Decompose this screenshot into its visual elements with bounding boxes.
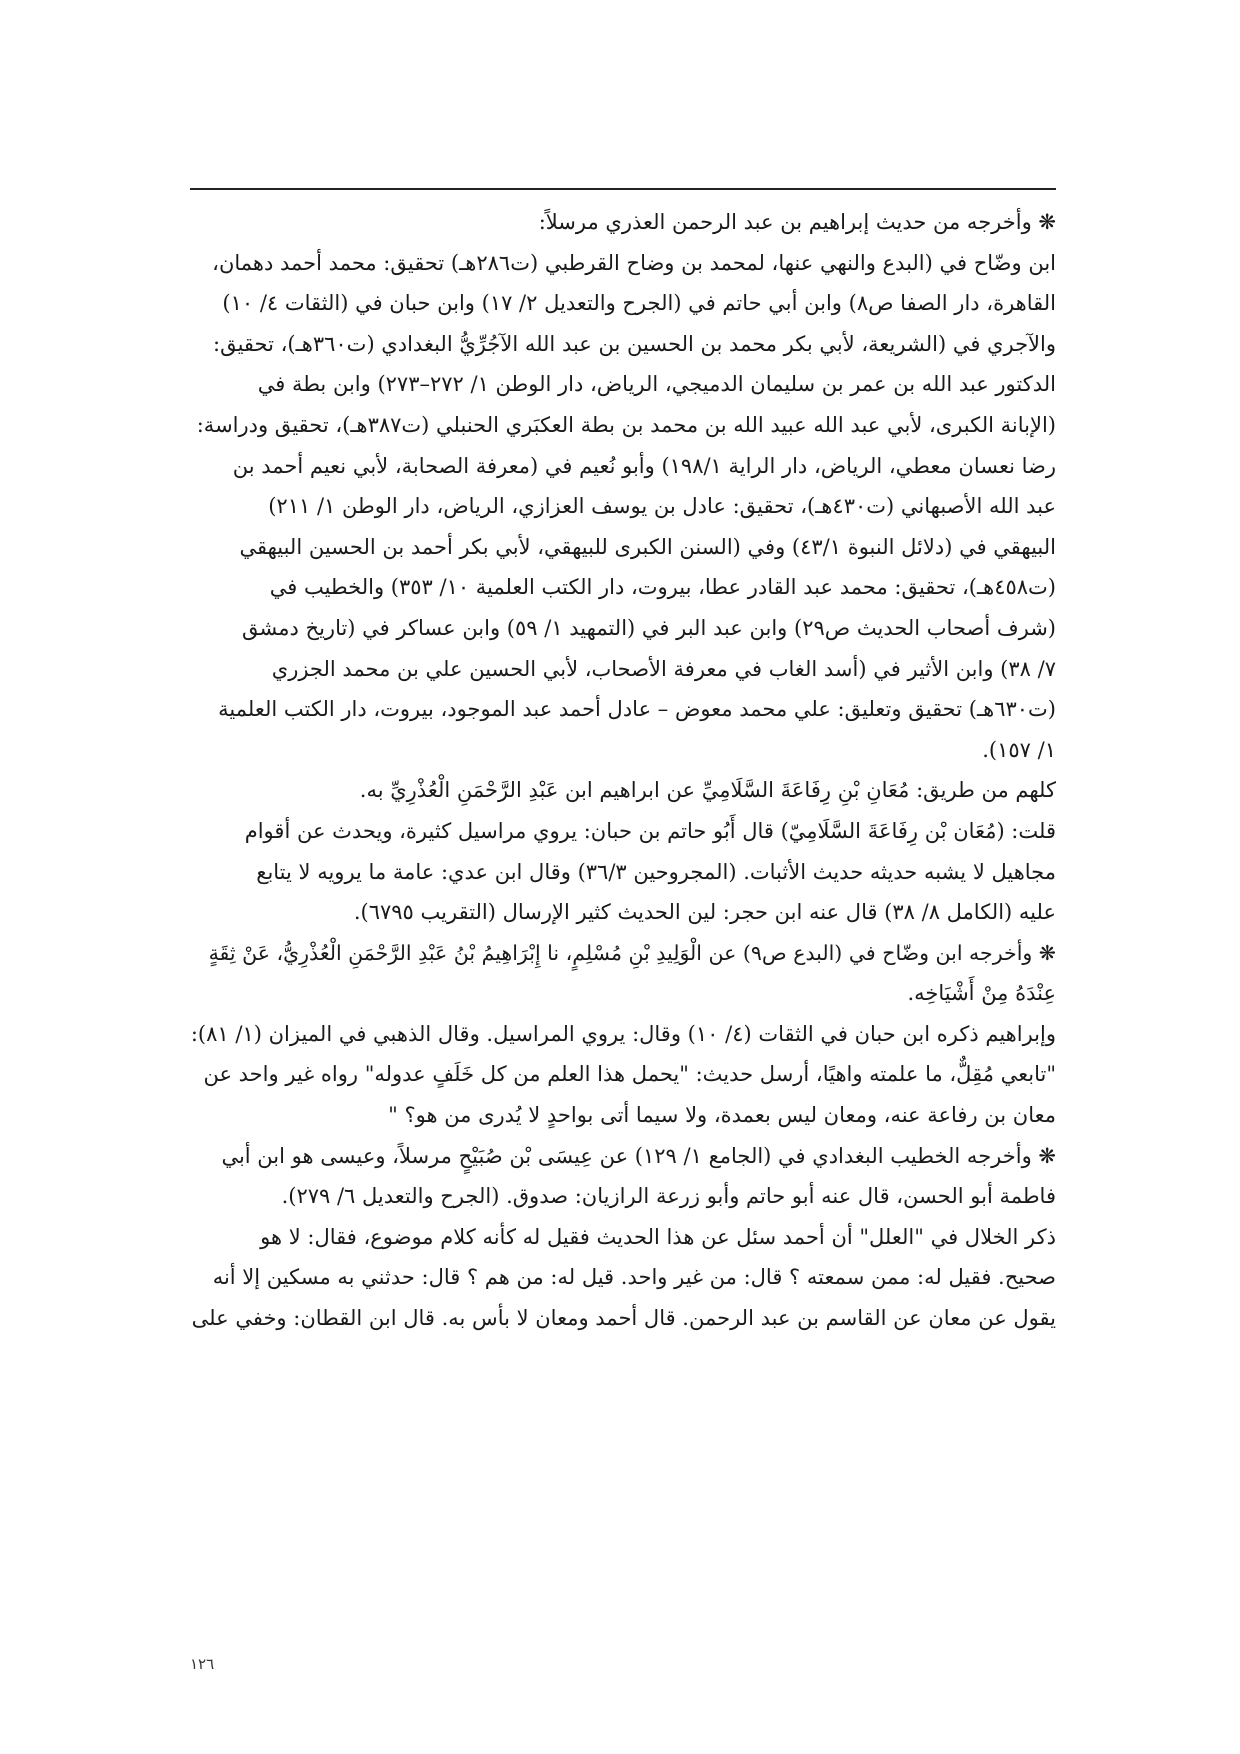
text-line: عِنْدَهُ مِنْ أَشْيَاخِه. [907, 981, 1056, 1006]
text-line: والآجري في (الشريعة، لأبي بكر محمد بن الحسين بن عبد الله الآجُرِّيُّ البغدادي (ت٣٦٠هـ)، تحقيق: [213, 331, 1056, 356]
text-line: ابن وضّاح في (البدع والنهي عنها، لمحمد بن وضاح القرطبي (ت٢٨٦هـ) تحقيق: محمد أحمد دهمان، [212, 250, 1056, 275]
text-line: مجاهيل لا يشبه حديثه حديث الأثبات. (المجروحين ٣٦/٣) وقال ابن عدي: عامة ما يرويه لا يتابع [256, 859, 1056, 884]
paragraph-8 [190, 1217, 1056, 1339]
text-line: ❋ وأخرجه الخطيب البغدادي في (الجامع ١/ ١٢٩) عن عِيسَى بْن صُبَيْحٍ مرسلاً، وعيسى هو ابن أبي [221, 1143, 1056, 1168]
paragraph-4 [190, 811, 1056, 933]
text-line: ❋ وأخرجه ابن وضّاح في (البدع ص٩) عن الْوَلِيدِ بْنِ مُسْلِمٍ، نا إِبْرَاهِيمُ بْنُ عَبْدِ الرَّحْمَنِ الْعُذْرِيُّ، عَنْ ثِقَةٍ [208, 940, 1056, 965]
footnote-separator-rule [190, 188, 1056, 190]
text-line: البيهقي في (دلائل النبوة ٤٣/١) وفي (السنن الكبرى للبيهقي، لأبي بكر أحمد بن الحسين البيهقي [239, 534, 1056, 559]
paragraph-2 [190, 243, 1056, 771]
text-line: ❋ وأخرجه من حديث إبراهيم بن عبد الرحمن العذري مرسلاً: [538, 210, 1056, 234]
text-line: ٧/ ٣٨) وابن الأثير في (أسد الغاب في معرفة الأصحاب، لأبي الحسين علي بن محمد الجزري [271, 656, 1056, 681]
text-line: (الإبانة الكبرى، لأبي عبد الله عبيد الله بن محمد بن بطة العكبَري الحنبلي (ت٣٨٧هـ)، تحقيق ودراسة: [196, 412, 1056, 437]
text-line: صحيح. فقيل له: ممن سمعته ؟ قال: من غير واحد. قيل له: من هم ؟ قال: حدثني به مسكين إلا أنه [212, 1265, 1056, 1290]
text-line: ذكر الخلال في "العلل" أن أحمد سئل عن هذا الحديث فقيل له كأنه كلام موضوع، فقال: لا هو [260, 1224, 1056, 1249]
text-line: وإبراهيم ذكره ابن حبان في الثقات (٤/ ١٠) وقال: يروي المراسيل. وقال الذهبي في الميزان (١/ ٨١): [190, 1021, 1056, 1046]
text-line: عبد الله الأصبهاني (ت٤٣٠هـ)، تحقيق: عادل بن يوسف العزازي، الرياض، دار الوطن ١/ ٢١١) [268, 494, 1056, 519]
text-line: الدكتور عبد الله بن عمر بن سليمان الدميجي، الرياض، دار الوطن ١/ ٢٧٢–٢٧٣) وابن بطة في [257, 372, 1056, 397]
text-line: (شرف أصحاب الحديث ص٢٩) وابن عبد البر في (التمهيد ١/ ٥٩) وابن عساكر في (تاريخ دمشق [242, 615, 1056, 640]
text-line: فاطمة أبو الحسن، قال عنه أبو حاتم وأبو زرعة الرازيان: صدوق. (الجرح والتعديل ٦/ ٢٧٩). [281, 1184, 1056, 1209]
text-line: رضا نعسان معطي، الرياض، دار الراية ١٩٨/١) وأبو نُعيم في (معرفة الصحابة، لأبي نعيم أحمد بن [232, 453, 1056, 478]
text-line: يقول عن معان عن القاسم بن عبد الرحمن. قال أحمد ومعان لا بأس به. قال ابن القطان: وخفي على [191, 1306, 1056, 1331]
text-line: قلت: (مُعَان بْن رِفَاعَةَ السَّلَامِيّ) قال أَبُو حاتم بن حبان: يروي مراسيل كثيرة، ويحدث عن أقوام [244, 818, 1056, 843]
paragraph-7 [190, 1136, 1056, 1217]
text-line: (ت٦٣٠هـ) تحقيق وتعليق: علي محمد معوض – عادل أحمد عبد الموجود، بيروت، دار الكتب العلمية [218, 697, 1056, 722]
text-line: كلهم من طريق: مُعَانِ بْنِ رِفَاعَةَ السَّلَامِيِّ عن ابراهيم ابن عَبْدِ الرَّحْمَنِ الْعُذْرِيِّ به. [359, 778, 1056, 803]
text-line: القاهرة، دار الصفا ص٨) وابن أبي حاتم في (الجرح والتعديل ٢/ ١٧) وابن حبان في (الثقات ٤/ ١٠) [222, 291, 1056, 316]
paragraph-5 [190, 933, 1056, 1014]
footnote-text-block [190, 202, 1056, 1339]
text-line: "تابعي مُقِلٌّ، ما علمته واهيًا، أرسل حديث: "يحمل هذا العلم من كل خَلَفٍ عدوله" رواه غير واحد عن [203, 1062, 1056, 1087]
text-line: معان بن رفاعة عنه، ومعان ليس بعمدة، ولا سيما أتى بواحدٍ لا يُدرى من هو؟ " [388, 1103, 1056, 1128]
paragraph-1 [190, 202, 1056, 243]
text-line: (ت٤٥٨هـ)، تحقيق: محمد عبد القادر عطا، بيروت، دار الكتب العلمية ١٠/ ٣٥٣) والخطيب في [269, 575, 1056, 600]
text-line: ١/ ١٥٧). [982, 737, 1056, 762]
page-number: ١٢٦ [190, 1655, 215, 1673]
text-line: عليه (الكامل ٨/ ٣٨) قال عنه ابن حجر: لين الحديث كثير الإرسال (التقريب ٦٧٩٥). [353, 900, 1056, 925]
paragraph-6 [190, 1014, 1056, 1136]
paragraph-3 [190, 770, 1056, 811]
